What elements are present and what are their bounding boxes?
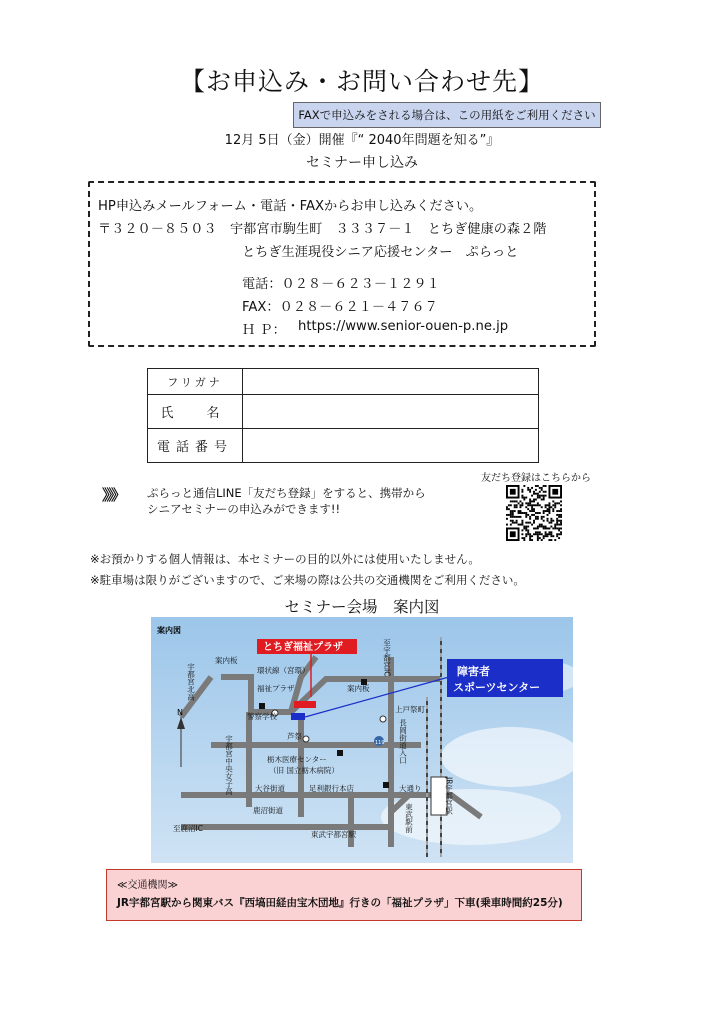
phone-label: 電話番号 xyxy=(148,429,243,463)
organization-name: とちぎ生涯現役シニア応援センター ぷらっと xyxy=(242,245,519,260)
map-label: （旧 国立栃木病院） xyxy=(269,766,339,775)
map-label: 大通り xyxy=(399,784,422,793)
parking-note: ※駐車場は限りがございますので、ご来場の際は公共の交通機関をご利用ください。 xyxy=(90,573,525,587)
name-label: 氏 名 xyxy=(148,395,243,429)
address: 宇都宮市駒生町 ３３３７－１ とちぎ健康の森２階 xyxy=(230,222,547,237)
map-label: 宇都宮中央女子高 xyxy=(224,735,234,795)
furigana-field[interactable] xyxy=(243,369,539,395)
map-label: 芦祭 xyxy=(287,732,302,741)
map-label: 案内板 xyxy=(215,656,238,665)
qr-code-icon[interactable] xyxy=(506,485,562,541)
route-119-label: 119 xyxy=(375,740,385,746)
sports-center-label-2: スポーツセンター xyxy=(453,681,541,694)
privacy-note: ※お預かりする個人情報は、本セミナーの目的以外には使用いたしません。 xyxy=(90,552,480,566)
svg-text:N: N xyxy=(177,708,183,717)
transport-text: JR宇都宮駅から関東バス『西塙田経由宝木団地』行きの「福祉プラザ」下車(乗車時間約25分) xyxy=(117,897,563,909)
sports-center-label-1: 障害者 xyxy=(457,665,490,678)
map-label: 案内板 xyxy=(347,684,370,693)
map-label: 大谷街道 xyxy=(255,784,285,793)
phone-field[interactable] xyxy=(243,429,539,463)
transport-label: ≪交通機関≫ xyxy=(117,880,178,891)
arrow-icon: 》》》 xyxy=(102,486,124,504)
venue-label: とちぎ福祉プラザ xyxy=(263,642,343,653)
map-label: 至鹿沼IC xyxy=(173,824,203,833)
phone-number: 電話：０２８－６２３－１２９１ xyxy=(242,277,440,292)
application-form xyxy=(147,368,539,463)
qr-caption: 友だち登録はこちらから xyxy=(481,473,591,484)
seminar-title: セミナー申し込み xyxy=(306,155,418,171)
map-label: 東武宇都宮駅 xyxy=(311,830,356,839)
furigana-label: フリガナ xyxy=(148,369,243,395)
venue-marker xyxy=(294,701,316,708)
map-heading: セミナー会場 案内図 xyxy=(284,598,440,616)
fax-number: FAX：０２８－６２１－４７６７ xyxy=(242,300,438,315)
map-label: JR宇都宮駅 xyxy=(444,777,454,815)
map-label: 栃木医療センター xyxy=(267,755,327,764)
transport-info-box xyxy=(106,869,582,921)
sports-center-marker xyxy=(291,713,305,720)
map-label: 長岡街道入口 xyxy=(398,719,408,764)
map-label: 足利銀行本店 xyxy=(309,784,354,793)
map-label: 宇都宮北高 xyxy=(186,663,196,701)
map-label: 至宇都宮IC xyxy=(382,639,392,677)
map-label: 上戸祭町 xyxy=(395,705,425,714)
homepage-url[interactable]: https://www.senior-ouen-p.ne.jp xyxy=(298,319,509,334)
map-label: 環状線（宮環） xyxy=(257,666,310,675)
page-title: 【お申込み・お問い合わせ先】 xyxy=(179,67,544,96)
line-info-text-1: ぷらっと通信LINE「友だち登録」をすると、携帯から xyxy=(147,486,426,500)
map-label: 福祉プラザ xyxy=(257,684,295,693)
line-info-text-2: シニアセミナーの申込みができます!! xyxy=(147,502,341,516)
map-label: 警察学校 xyxy=(247,712,277,721)
map-label: 鹿沼街道 xyxy=(253,806,283,815)
fax-note-banner: FAXで申込みをされる場合は、この用紙をご利用ください xyxy=(293,102,601,128)
map-label: 東武駅前 xyxy=(404,803,414,833)
seminar-date: 12月 5日（金）開催『“ 2040年問題を知る”』 xyxy=(224,133,500,148)
homepage-label: Ｈ Ｐ： xyxy=(242,323,286,338)
postal-code: 〒３２０－８５０３ xyxy=(98,222,217,237)
map-corner-label: 案内図 xyxy=(157,626,181,635)
name-field[interactable] xyxy=(243,395,539,429)
venue-map xyxy=(151,617,573,863)
contact-intro: HP申込みメールフォーム・電話・FAXからお申し込みください。 xyxy=(98,199,483,214)
contact-info-box xyxy=(88,181,596,347)
